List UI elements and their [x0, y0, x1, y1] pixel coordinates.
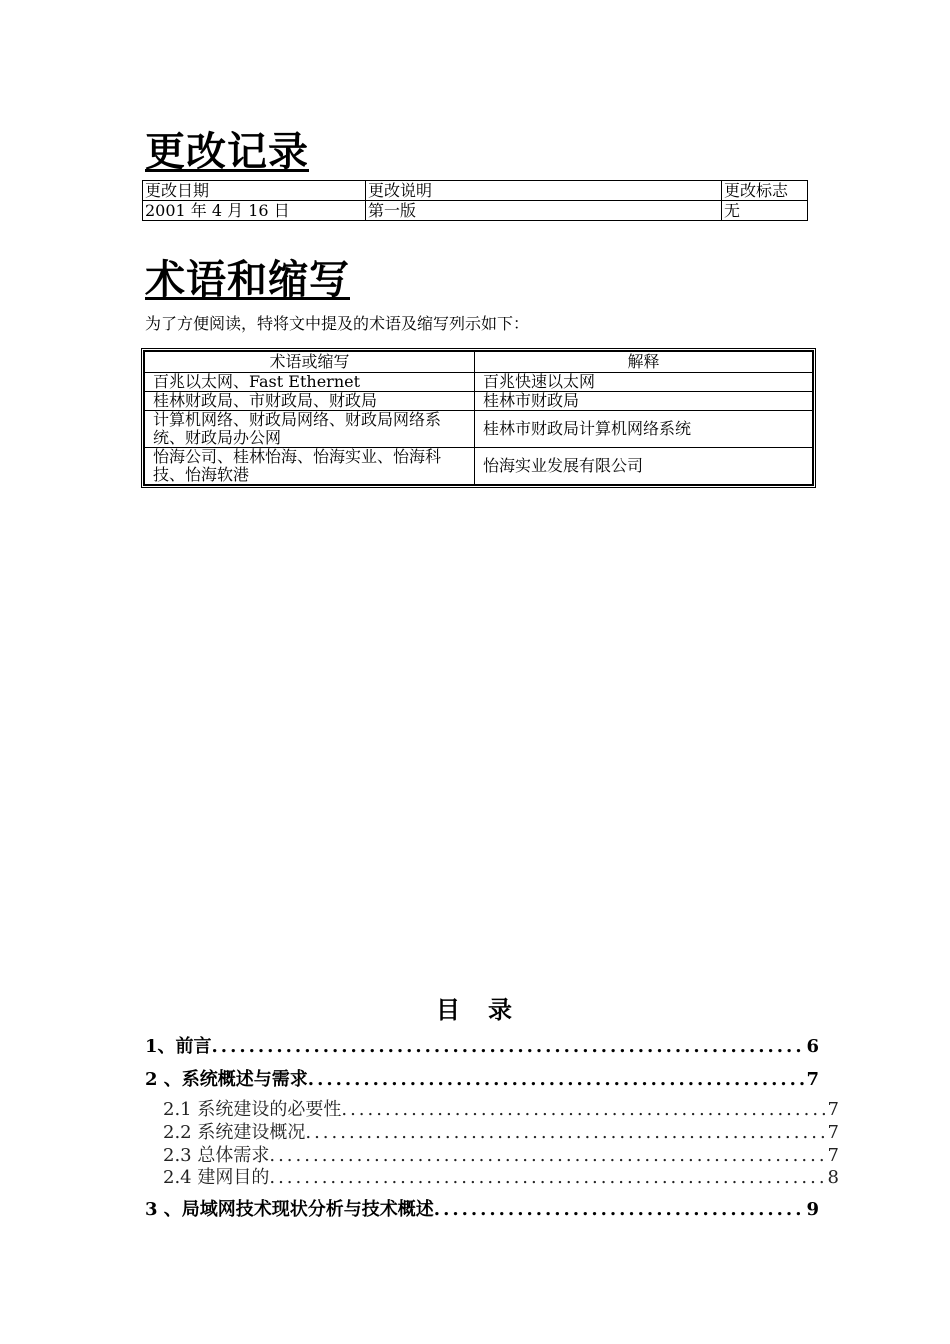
terms-table-frame	[141, 348, 816, 488]
toc-leader-dots	[341, 1099, 827, 1120]
terms-intro: 为了方便阅读，特将文中提及的术语及缩写列示如下：	[145, 314, 530, 333]
cell-term: 百兆以太网、Fast Ethernet	[145, 373, 475, 392]
toc-leader-dots	[212, 1036, 807, 1057]
toc-entry-label: 2.1 系统建设的必要性	[163, 1099, 342, 1120]
header-description: 更改说明	[366, 181, 722, 201]
table-row	[145, 392, 813, 411]
toc-leader-dots	[308, 1069, 807, 1090]
toc-entry-page: 7	[827, 1122, 839, 1143]
toc-entry-page: 9	[806, 1199, 819, 1220]
table-row	[145, 373, 813, 392]
terms-title: 术语和缩写	[145, 257, 350, 303]
table-header-row	[145, 352, 813, 373]
toc-leader-dots	[305, 1122, 827, 1143]
header-date: 更改日期	[143, 181, 366, 201]
cell-explanation: 桂林市财政局	[475, 392, 813, 411]
toc-entry-page: 7	[806, 1069, 819, 1090]
cell-explanation: 怡海实业发展有限公司	[475, 448, 813, 485]
cell-term: 计算机网络、财政局网络、财政局网络系统、财政局办公网	[145, 411, 475, 448]
toc-entry-label: 3 、局域网技术现状分析与技术概述	[145, 1199, 434, 1220]
toc-entry[interactable]	[163, 1163, 839, 1189]
toc-entry-page: 7	[827, 1145, 839, 1166]
toc-leader-dots	[269, 1167, 827, 1188]
toc-entry[interactable]	[145, 1065, 819, 1091]
table-row	[145, 448, 813, 485]
toc-entry-label: 1、前言	[145, 1036, 212, 1057]
cell-explanation: 百兆快速以太网	[475, 373, 813, 392]
table-row	[143, 201, 808, 221]
toc-entry-label: 2 、系统概述与需求	[145, 1069, 308, 1090]
toc-entry[interactable]	[145, 1032, 819, 1058]
toc-entry-label: 2.3 总体需求	[163, 1145, 270, 1166]
toc-entry-page: 8	[827, 1167, 839, 1188]
cell-description: 第一版	[366, 201, 722, 221]
toc-entry-page: 7	[827, 1099, 839, 1120]
toc-entry[interactable]	[145, 1195, 819, 1221]
cell-flag: 无	[722, 201, 808, 221]
cell-date: 2001 年 4 月 16 日	[143, 201, 366, 221]
terms-table	[144, 351, 813, 485]
toc-title: 目 录	[436, 995, 514, 1024]
header-flag: 更改标志	[722, 181, 808, 201]
toc-leader-dots	[434, 1199, 807, 1220]
toc-entry-label: 2.4 建网目的	[163, 1167, 270, 1188]
cell-term: 桂林财政局、市财政局、财政局	[145, 392, 475, 411]
table-row	[145, 411, 813, 448]
toc-entry-label: 2.2 系统建设概况	[163, 1122, 306, 1143]
cell-term: 怡海公司、桂林怡海、怡海实业、怡海科技、怡海软港	[145, 448, 475, 485]
toc-entry-page: 6	[806, 1036, 819, 1057]
cell-explanation: 桂林市财政局计算机网络系统	[475, 411, 813, 448]
header-explanation: 解释	[475, 352, 813, 373]
table-header-row	[143, 181, 808, 201]
header-term: 术语或缩写	[145, 352, 475, 373]
change-record-table	[142, 180, 808, 221]
change-record-title: 更改记录	[145, 129, 309, 175]
